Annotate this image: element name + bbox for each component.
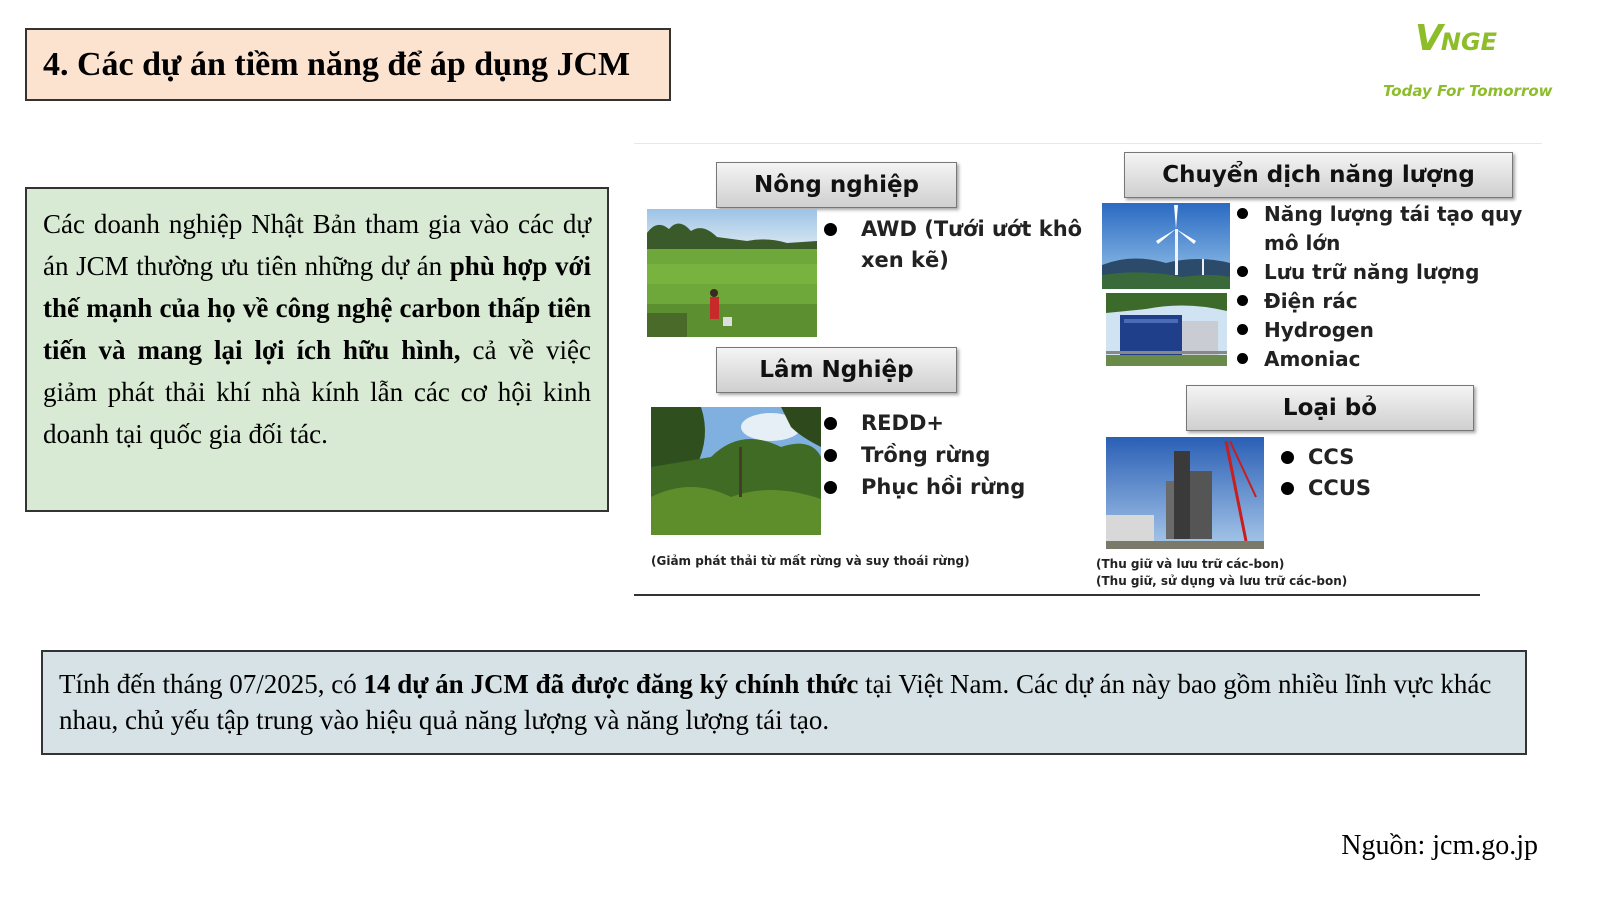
divider-bottom: [634, 594, 1480, 596]
forestry-list: [824, 407, 1084, 503]
intro-paragraph: [43, 203, 591, 455]
forestry-item: Trồng rừng: [824, 439, 1084, 471]
forest-photo: [651, 407, 821, 535]
category-energy-label: Chuyển dịch năng lượng: [1124, 152, 1513, 198]
agriculture-item: AWD (Tưới ướt khô xen kẽ): [824, 214, 1094, 276]
category-forestry-label: Lâm Nghiệp: [716, 347, 957, 393]
energy-item: Năng lượng tái tạo quy mô lớn: [1237, 200, 1537, 258]
summary-text-part1: Tính đến tháng 07/2025, có: [59, 669, 364, 699]
removal-note-ccus: (Thu giữ, sử dụng và lưu trữ các-bon): [1096, 574, 1348, 588]
removal-list: [1281, 442, 1401, 504]
logo-mark-rest: NGE: [1440, 28, 1498, 56]
energy-item: Điện rác: [1237, 287, 1537, 316]
intro-text-part1: Các doanh nghiệp Nhật Bản tham gia vào các dự án JCM thường ưu tiên những dự án: [43, 209, 591, 281]
page-title-text: 4. Các dự án tiềm năng để áp dụng JCM: [43, 45, 631, 83]
logo-mark: [1415, 18, 1497, 59]
energy-item: Hydrogen: [1237, 316, 1537, 345]
forestry-item: Phục hồi rừng: [824, 471, 1084, 503]
summary-text-bold: 14 dự án JCM đã được đăng ký chính thức: [363, 669, 859, 699]
wind-turbine-photo: [1102, 203, 1230, 289]
project-categories-diagram: [634, 143, 1542, 596]
energy-list: [1237, 200, 1537, 374]
divider-top: [634, 143, 1542, 144]
ccs-plant-photo: [1106, 437, 1264, 549]
energy-item: Amoniac: [1237, 345, 1537, 374]
page-title: [25, 28, 671, 101]
removal-item: CCUS: [1281, 473, 1401, 504]
removal-note-ccs: (Thu giữ và lưu trữ các-bon): [1096, 557, 1285, 571]
rice-field-photo: [647, 209, 817, 337]
summary-text-part2: tại Việt Nam. Các dự án này bao gồm nhiều lĩnh vực khác nhau, chủ yếu tập trung vào hiệu quả năng lượng và năng lượng tái tạo.: [59, 669, 1492, 735]
logo-mark-v: V: [1415, 18, 1441, 59]
source-citation: Nguồn: jcm.go.jp: [1341, 830, 1538, 861]
waste-to-energy-plant-photo: [1106, 293, 1227, 366]
intro-text-box: [25, 187, 609, 512]
forestry-item: REDD+: [824, 407, 1084, 439]
forestry-note: (Giảm phát thải từ mất rừng và suy thoái rừng): [651, 554, 970, 568]
vnge-logo: [1375, 16, 1555, 111]
summary-paragraph: [59, 666, 1509, 738]
energy-item: Lưu trữ năng lượng: [1237, 258, 1537, 287]
category-agriculture-label: Nông nghiệp: [716, 162, 957, 208]
summary-text-box: [41, 650, 1527, 755]
logo-slogan: Today For Tomorrow: [1383, 82, 1553, 100]
intro-text-part2: cả về việc giảm phát thải khí nhà kính lẫn các cơ hội kinh doanh tại quốc gia đối tác.: [43, 335, 591, 449]
removal-item: CCS: [1281, 442, 1401, 473]
category-removal-label: Loại bỏ: [1186, 385, 1474, 431]
intro-text-bold: phù hợp với thế mạnh của họ về công nghệ carbon thấp tiên tiến và mang lại lợi ích hữu hình,: [43, 251, 592, 365]
agriculture-list: [824, 214, 1094, 276]
